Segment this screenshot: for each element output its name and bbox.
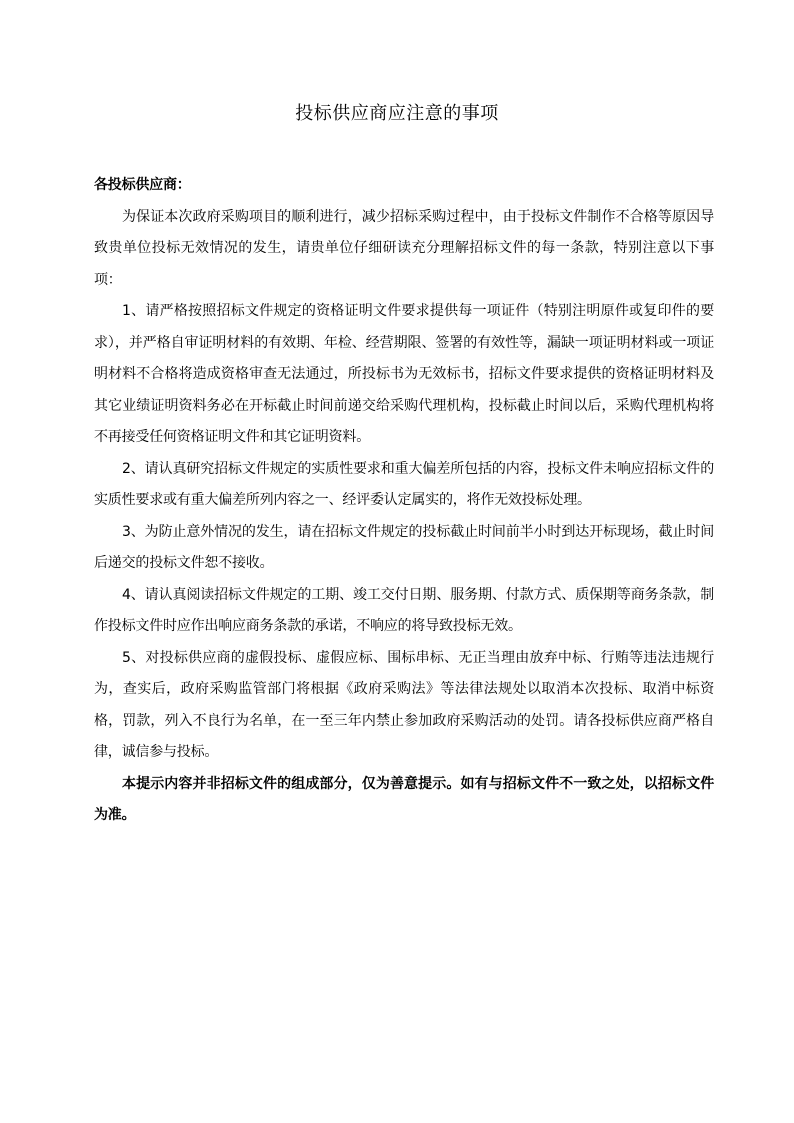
notice-item-4: 4、请认真阅读招标文件规定的工期、竣工交付日期、服务期、付款方式、质保期等商务条款，制作投标文件时应作出响应商务条款的承诺，不响应的将导致投标无效。 <box>94 586 714 634</box>
document-body <box>94 170 714 832</box>
notice-item-5: 5、对投标供应商的虚假投标、虚假应标、围标串标、无正当理由放弃中标、行贿等违法违规行为，查实后，政府采购监管部门将根据《政府采购法》等法律法规处以取消本次投标、取消中标资格，罚款，列入不良行为名单，在一至三年内禁止参加政府采购活动的处罚。请各投标供应商严格自律，诚信参与投标。 <box>94 649 714 760</box>
notice-item-2: 2、请认真研究招标文件规定的实质性要求和重大偏差所包括的内容，投标文件未响应招标文件的实质性要求或有重大偏差所列内容之一、经评委认定属实的，将作无效投标处理。 <box>94 460 714 508</box>
greeting: 各投标供应商： <box>94 177 191 193</box>
notice-item-3: 3、为防止意外情况的发生，请在招标文件规定的投标截止时间前半小时到达开标现场，截止时间后递交的投标文件恕不接收。 <box>94 523 714 571</box>
disclaimer-note: 本提示内容并非招标文件的组成部分，仅为善意提示。如有与招标文件不一致之处，以招标文件为准。 <box>94 775 714 823</box>
intro-paragraph: 为保证本次政府采购项目的顺利进行，减少招标采购过程中，由于投标文件制作不合格等原因导致贵单位投标无效情况的发生，请贵单位仔细研读充分理解招标文件的每一条款，特别注意以下事项： <box>94 208 714 288</box>
page-title: 投标供应商应注意的事项 <box>295 103 499 124</box>
notice-item-1: 1、请严格按照招标文件规定的资格证明文件要求提供每一项证件（特别注明原件或复印件的要求），并严格自审证明材料的有效期、年检、经营期限、签署的有效性等，漏缺一项证明材料或一项证明材料不合格将造成资格审查无法通过，所投标书为无效标书，招标文件要求提供的资格证明材料及其它业绩证明资料务必在开标截止时间前递交给采购代理机构，投标截止时间以后，采购代理机构将不再接受任何资格证明文件和其它证明资料。 <box>94 303 714 445</box>
